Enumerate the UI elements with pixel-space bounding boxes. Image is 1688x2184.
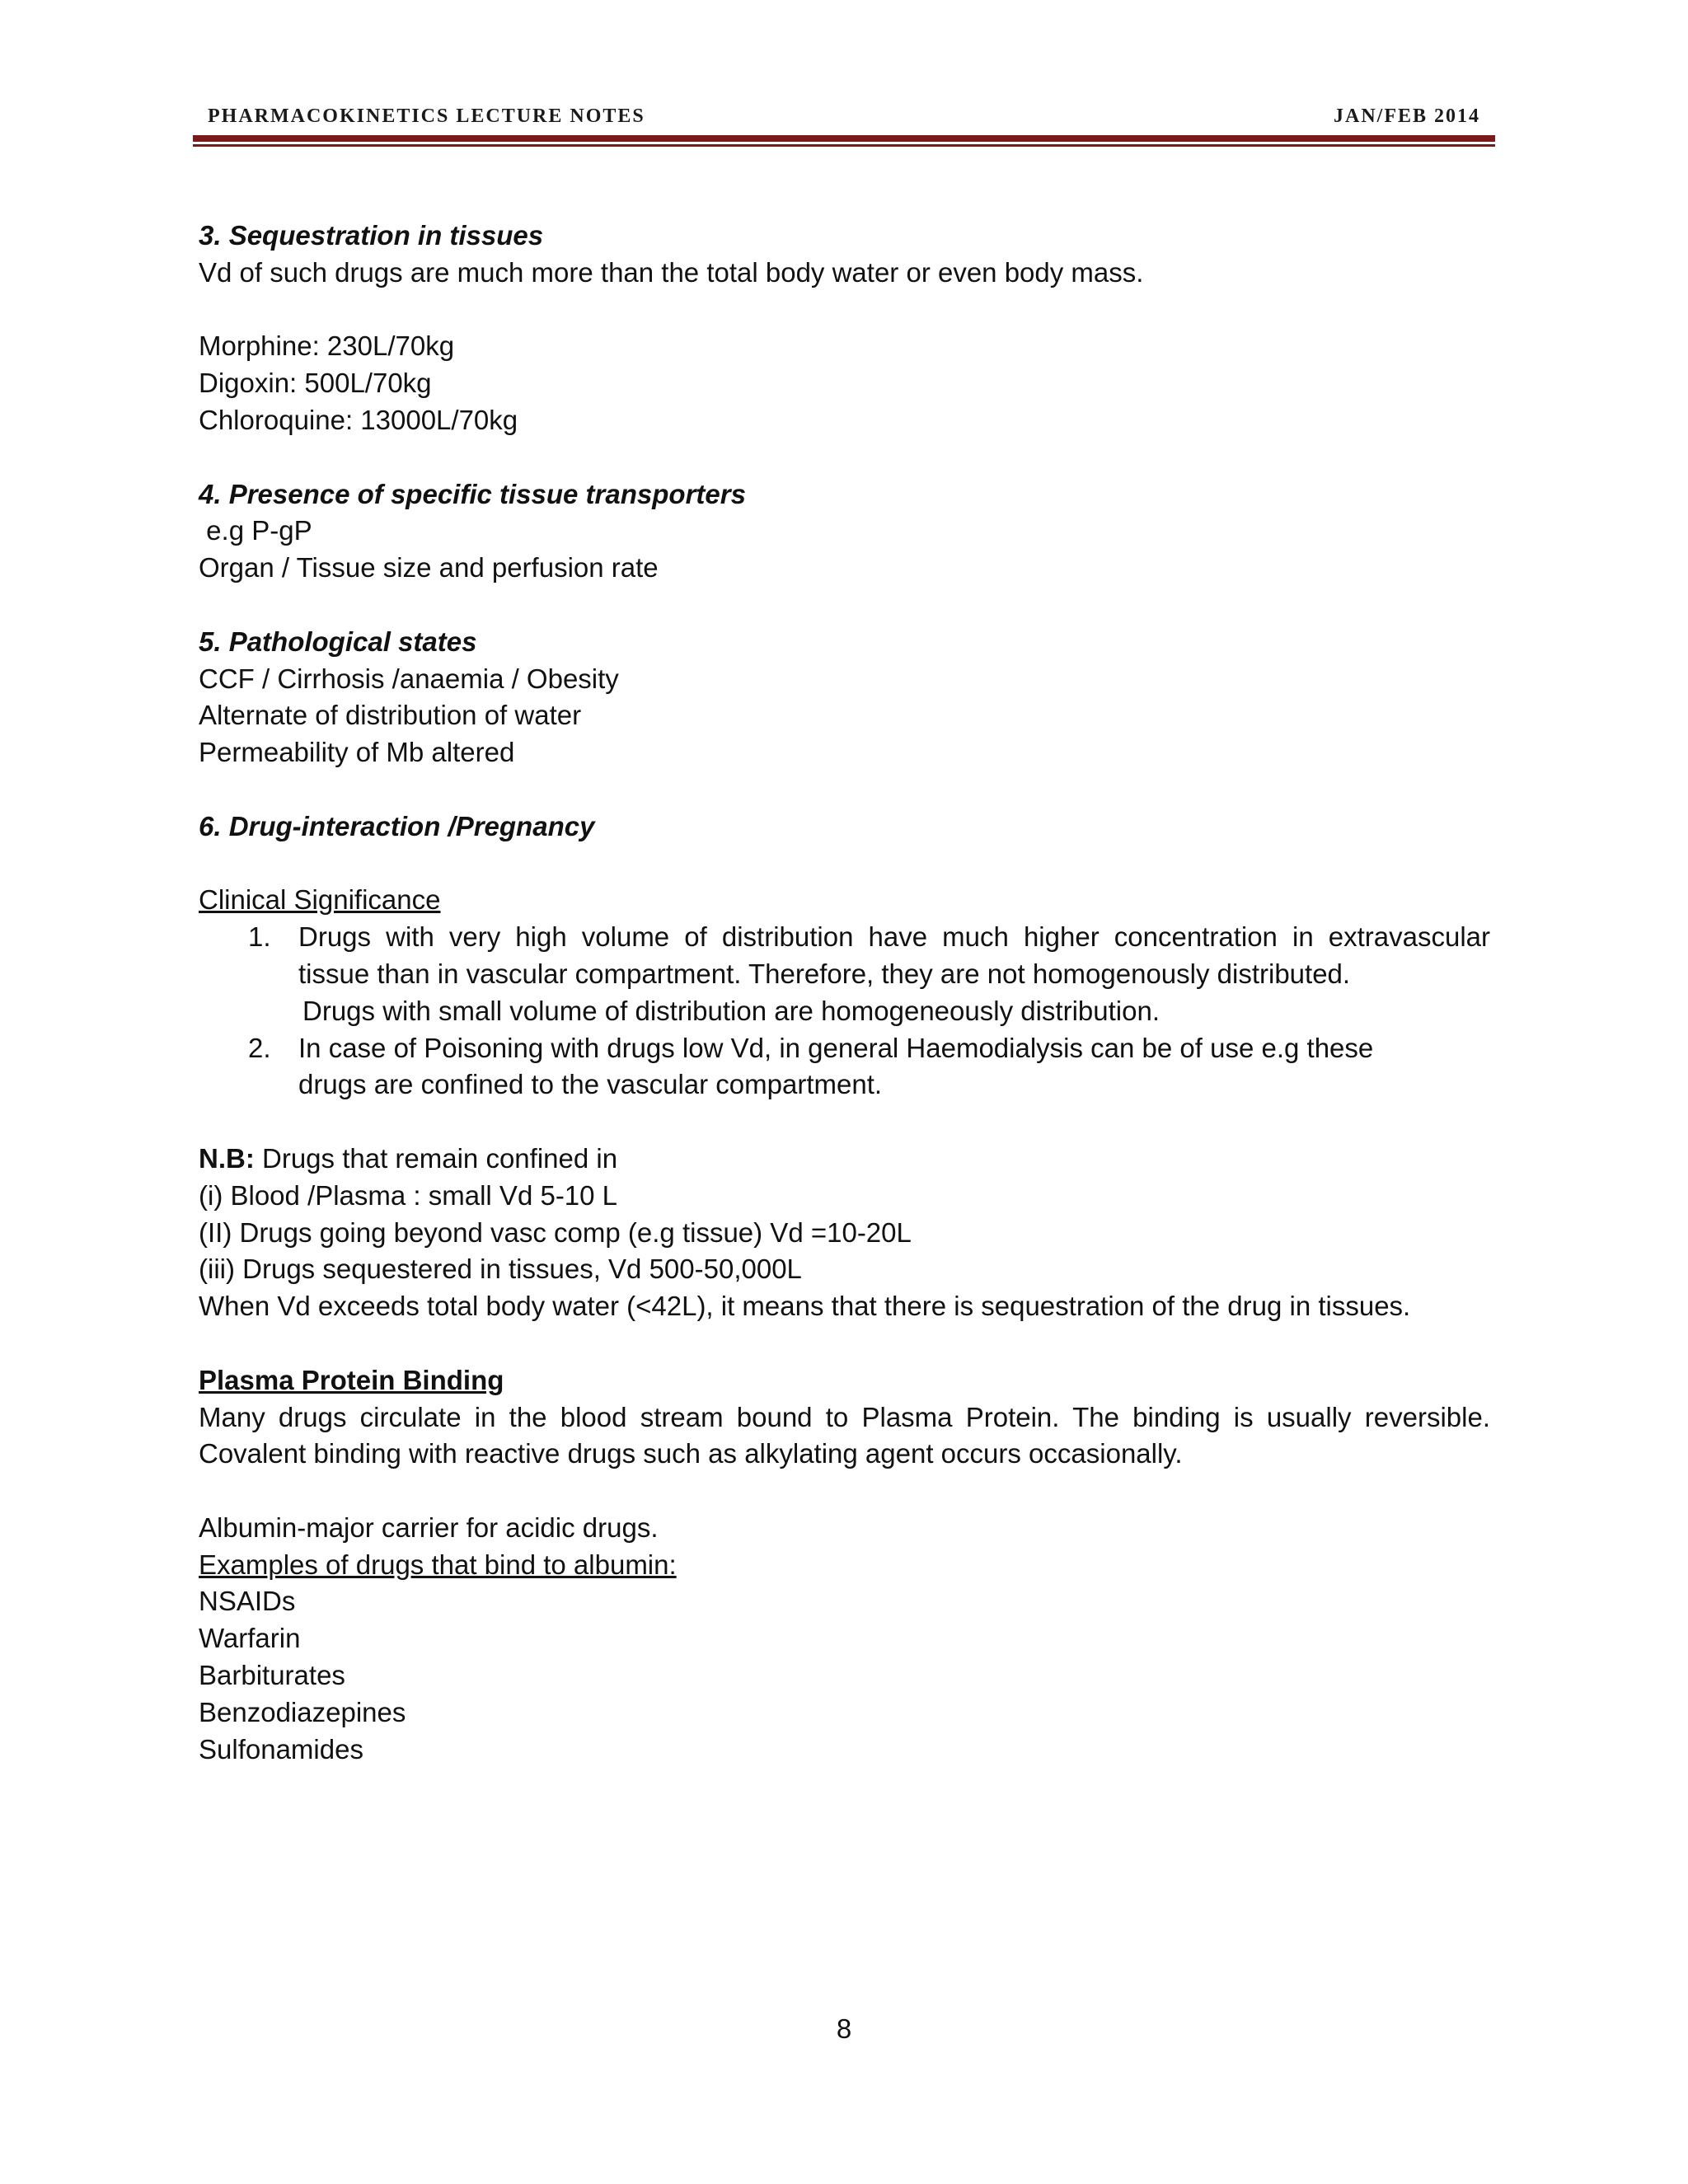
numbered-item-1 — [199, 919, 1490, 993]
item-text: Drugs with very high volume of distribution have much higher concentration in extravascular — [298, 921, 1490, 953]
item-text: drugs are confined to the vascular compartment. — [298, 1069, 883, 1100]
running-header-title: PHARMACOKINETICS LECTURE NOTES — [208, 105, 645, 127]
item-number: 1. — [248, 921, 271, 953]
page-body — [199, 218, 1490, 1768]
item-text: In case of Poisoning with drugs low Vd, in general Haemodialysis can be of use e.g these — [298, 1032, 1374, 1063]
list-item: Barbiturates — [199, 1660, 345, 1691]
list-item: Permeability of Mb altered — [199, 737, 515, 768]
paragraph: Vd of such drugs are much more than the total body water or even body mass. — [199, 256, 1144, 288]
running-header-date: JAN/FEB 2014 — [1333, 105, 1480, 127]
list-item: Morphine: 230L/70kg — [199, 330, 455, 362]
list-item: Alternate of distribution of water — [199, 700, 582, 731]
section-heading-clinical: Clinical Significance — [199, 884, 441, 916]
page-number: 8 — [836, 2013, 852, 2044]
paragraph: Covalent binding with reactive drugs such as alkylating agent occurs occasionally. — [199, 1438, 1183, 1469]
section-heading-interaction: 6. Drug-interaction /Pregnancy — [199, 810, 595, 841]
paragraph: When Vd exceeds total body water (<42L), it means that there is sequestration of the drug in tissues. — [199, 1291, 1411, 1322]
header-rule — [193, 135, 1495, 142]
numbered-item-2 — [199, 1030, 1490, 1104]
item-text: Drugs with small volume of distribution are homogeneously distribution. — [302, 995, 1160, 1026]
item-text: tissue than in vascular compartment. Therefore, they are not homogenously distributed. — [298, 958, 1351, 989]
subheading-examples: Examples of drugs that bind to albumin: — [199, 1549, 677, 1580]
paragraph: Many drugs circulate in the blood stream bound to Plasma Protein. The binding is usually reversible. — [199, 1401, 1490, 1432]
paragraph: Albumin-major carrier for acidic drugs. — [199, 1511, 659, 1543]
list-item: Benzodiazepines — [199, 1696, 406, 1727]
section-heading-ppb: Plasma Protein Binding — [199, 1364, 504, 1395]
section-heading-pathological: 5. Pathological states — [199, 626, 477, 657]
section-heading-transporters: 4. Presence of specific tissue transporters — [199, 478, 746, 509]
list-item: Warfarin — [199, 1623, 301, 1654]
nb-label: N.B: — [199, 1142, 255, 1174]
list-item: CCF / Cirrhosis /anaemia / Obesity — [199, 663, 619, 694]
list-item: (iii) Drugs sequestered in tissues, Vd 500-50,000L — [199, 1254, 802, 1285]
list-item: Chloroquine: 13000L/70kg — [199, 404, 518, 435]
list-item: Digoxin: 500L/70kg — [199, 368, 432, 399]
list-item: (i) Blood /Plasma : small Vd 5-10 L — [199, 1179, 618, 1211]
section-heading-sequestration: 3. Sequestration in tissues — [199, 220, 544, 251]
item-number: 2. — [248, 1032, 271, 1063]
nb-text: Drugs that remain confined in — [254, 1142, 618, 1174]
list-item: e.g P-gP — [199, 515, 312, 546]
list-item: Sulfonamides — [199, 1733, 363, 1765]
header-rule-thin — [193, 144, 1495, 147]
list-item: Organ / Tissue size and perfusion rate — [199, 552, 659, 583]
list-item: NSAIDs — [199, 1586, 296, 1617]
list-item: (II) Drugs going beyond vasc comp (e.g tissue) Vd =10-20L — [199, 1216, 912, 1248]
nb-line — [199, 1141, 1490, 1178]
